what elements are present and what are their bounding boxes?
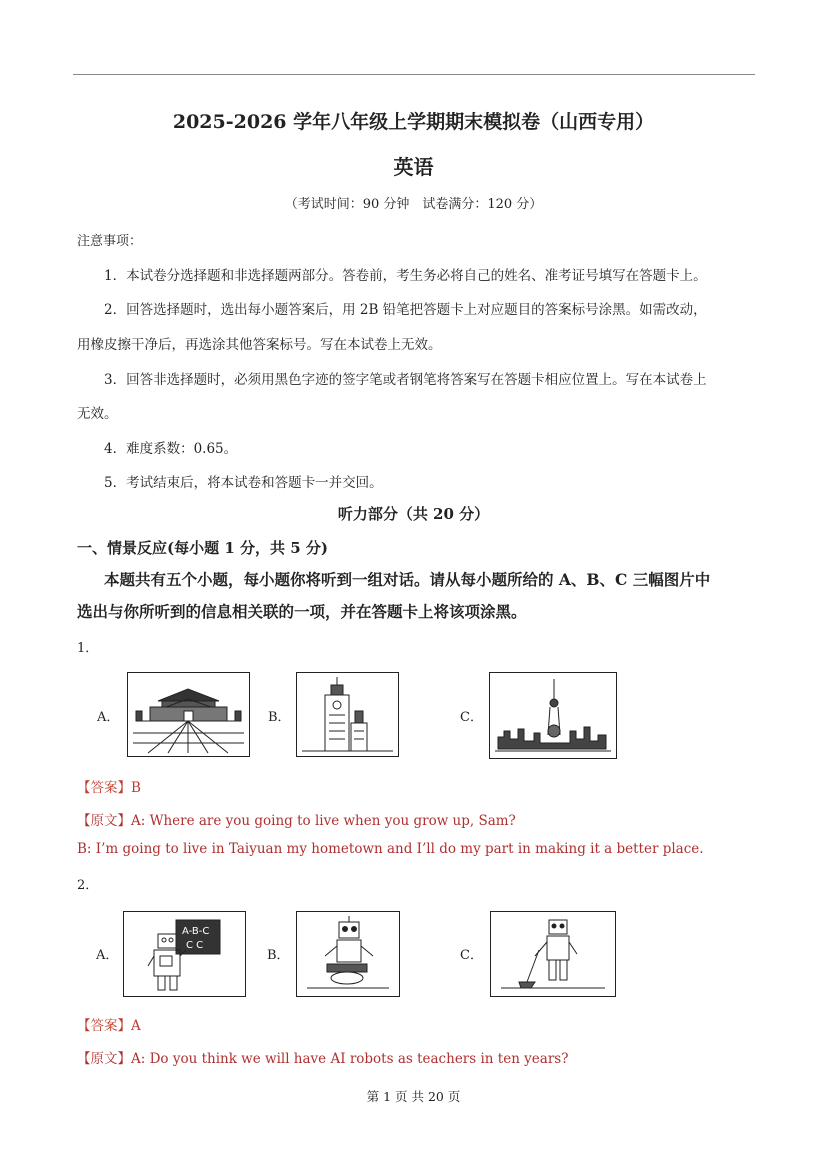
- listening-section-title: 听力部分（共 20 分）: [337, 505, 490, 523]
- note-item: 3．回答非选择题时，必须用黑色字迹的签字笔或者钢笔将答案写在答题卡相应位置上。写在本试卷上: [104, 372, 707, 388]
- option-label-c: C．: [460, 948, 483, 963]
- transcript-tag: 【原文】: [77, 1051, 131, 1067]
- answer-value: B: [131, 780, 141, 796]
- svg-text:A-B-C: A-B-C: [182, 926, 210, 937]
- transcript-text: B: I’m going to live in Taiyuan my hometown and I’ll do my part in making it a better place.: [77, 841, 704, 857]
- instructions: 选出与你所听到的信息相关联的一项，并在答题卡上将该项涂黑。: [77, 602, 527, 621]
- answer-value: A: [131, 1018, 141, 1034]
- note-item: 2．回答选择题时，选出每小题答案后，用 2B 铅笔把答题卡上对应题目的答案标号涂黑。如需改动，: [104, 302, 707, 318]
- tiananmen-drawing: [128, 673, 249, 756]
- exam-info: （考试时间：90 分钟 试卷满分：120 分）: [284, 197, 543, 212]
- answer-tag: 【答案】: [77, 780, 131, 796]
- robot-cooking-drawing: [297, 912, 399, 996]
- transcript-tag: 【原文】: [77, 813, 131, 829]
- robot-teacher-drawing: [124, 912, 245, 996]
- answer-line: [77, 776, 141, 796]
- option-label-a: A．: [96, 948, 119, 963]
- tv-tower-picture: [489, 672, 617, 759]
- robot-teacher-picture: [123, 911, 246, 997]
- note-item: 5．考试结束后，将本试卷和答题卡一并交回。: [104, 475, 383, 491]
- robot-sweeping-picture: [490, 911, 616, 997]
- page-footer: 第 1 页 共 20 页: [366, 1089, 461, 1104]
- instructions: 本题共有五个小题，每小题你将听到一组对话。请从每小题所给的 A、B、C 三幅图片中: [104, 570, 711, 589]
- note-item: 4．难度系数：0.65。: [104, 441, 238, 457]
- question-number: 2．: [77, 878, 99, 893]
- note-item: 无效。: [77, 406, 118, 422]
- page-title: 2025-2026 学年八年级上学期期末模拟卷（山西专用）: [172, 111, 655, 133]
- question-number: 1．: [77, 641, 99, 656]
- option-label-a: A．: [97, 710, 120, 725]
- tiananmen-picture: [127, 672, 250, 757]
- transcript-line: [77, 809, 516, 829]
- header-rule: [73, 74, 755, 75]
- notes-title: 注意事项：: [77, 234, 143, 249]
- tower-building-drawing: [297, 673, 398, 756]
- option-label-b: B．: [268, 710, 291, 725]
- part-title: 一、情景反应(每小题 1 分，共 5 分): [77, 539, 328, 557]
- robot-sweeping-drawing: [491, 912, 615, 996]
- transcript-text: A: Do you think we will have AI robots as teachers in ten years?: [131, 1051, 569, 1067]
- transcript-text: A: Where are you going to live when you grow up, Sam?: [131, 813, 516, 829]
- note-item: 1．本试卷分选择题和非选择题两部分。答卷前，考生务必将自己的姓名、准考证号填写在答题卡上。: [104, 268, 707, 284]
- robot-cooking-picture: [296, 911, 400, 997]
- tv-tower-drawing: [490, 673, 616, 758]
- answer-line: [77, 1014, 141, 1034]
- tower-building-picture: [296, 672, 399, 757]
- answer-tag: 【答案】: [77, 1018, 131, 1034]
- option-label-c: C．: [460, 710, 483, 725]
- option-label-b: B．: [267, 948, 290, 963]
- svg-text:C C: C C: [186, 940, 204, 951]
- transcript-line: [77, 1047, 568, 1067]
- subject-title: 英语: [393, 155, 434, 179]
- note-item: 用橡皮擦干净后，再选涂其他答案标号。写在本试卷上无效。: [77, 337, 442, 353]
